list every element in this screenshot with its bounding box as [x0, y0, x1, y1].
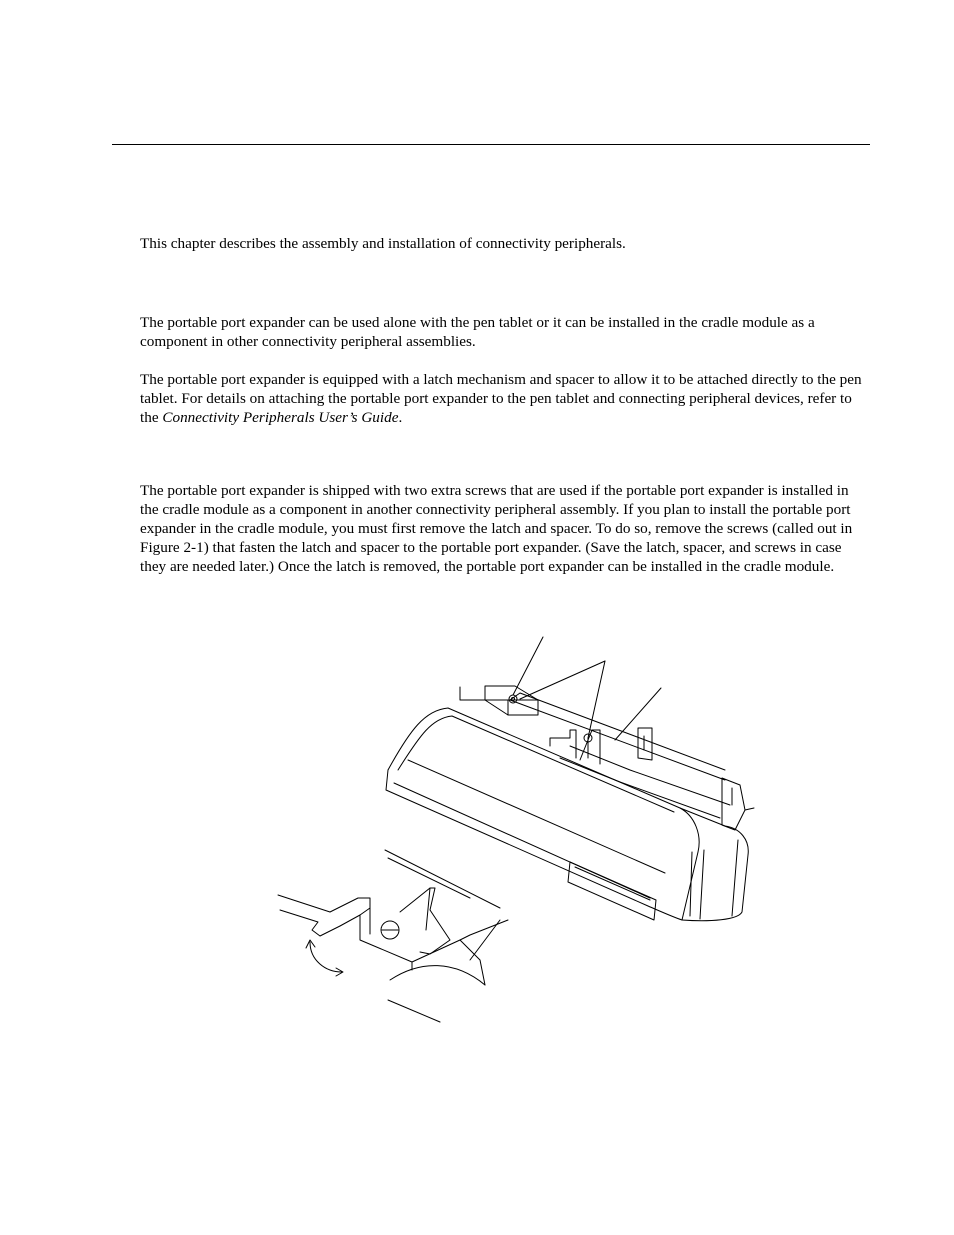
expander-body [386, 686, 754, 921]
callout-leaders [513, 637, 661, 740]
guide-title-reference: Connectivity Peripherals User’s Guide [162, 409, 399, 426]
port-expander-line-drawing [270, 630, 770, 1030]
paragraph-usage: The portable port expander can be used alone with the pen tablet or it can be installed in the cradle module as a component in other connectivity peripheral assemblies. [140, 314, 815, 350]
paragraph-latch-text: The portable port expander is equipped with a latch mechanism and spacer to allow it to be attached directly to the pen tablet. For details on attaching the portable port expander to the pen tablet and connecting peripheral devices, refer to the [140, 371, 862, 426]
paragraph-latch [140, 370, 870, 427]
intro-paragraph: This chapter describes the assembly and installation of connectivity peripherals. [140, 235, 626, 252]
figure-port-expander-latch [270, 630, 770, 1030]
header-rule [112, 144, 870, 145]
paragraph-removal: The portable port expander is shipped with two extra screws that are used if the portable port expander is installed in the cradle module as a component in another connectivity peripheral assembly. If you plan to install the portable port expander in the cradle module, you must first remove the latch and spacer. To do so, remove the screws (called out in Figure 2-1) that fasten the latch and spacer to the portable port expander. (Save the latch, spacer, and screws in case they are needed later.) Once the latch is removed, the portable port expander can be installed in the cradle module. [140, 482, 853, 575]
latch-detail-inset [278, 850, 508, 1022]
paragraph-latch-end: . [398, 409, 403, 426]
